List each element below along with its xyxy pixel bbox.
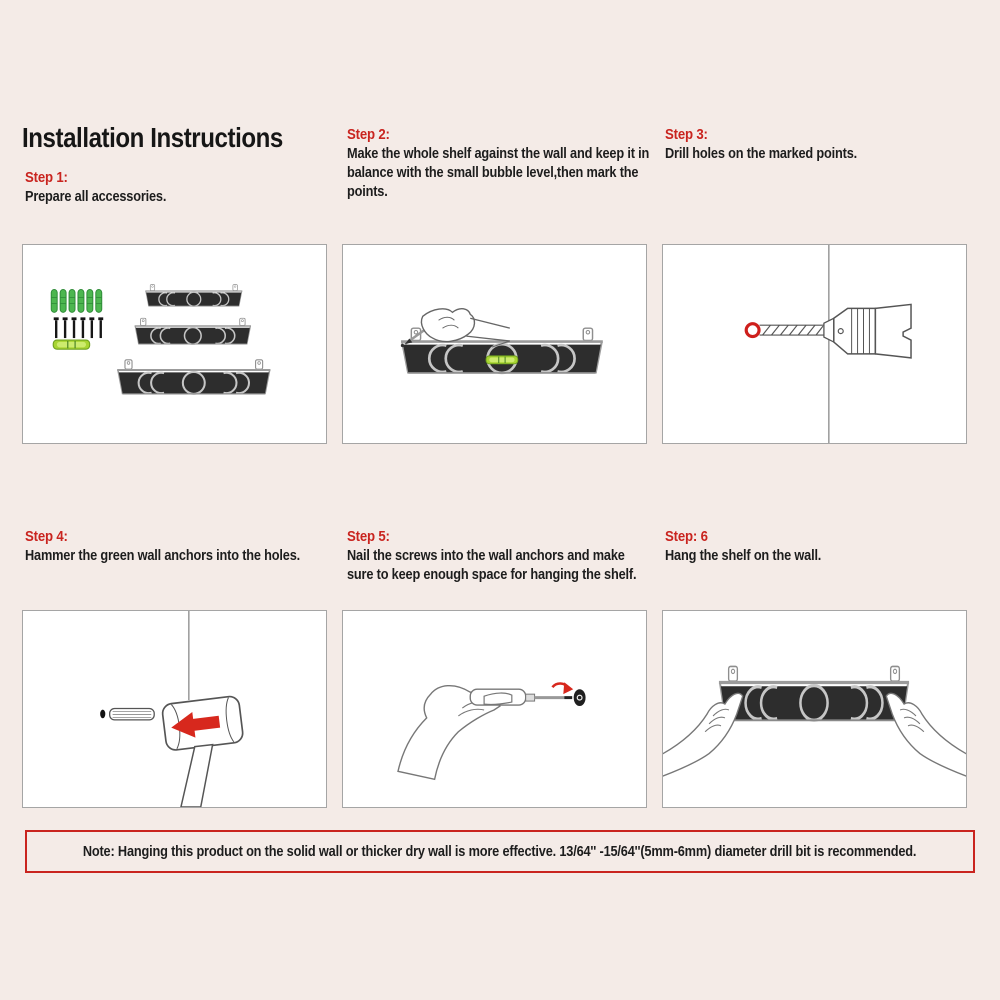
shelf-large-icon bbox=[117, 360, 270, 394]
step-3-label: Step 3: bbox=[665, 126, 708, 143]
step-2-description: Make the whole shelf against the wall and keep it in balance with the small bubble level,then mark the points. bbox=[347, 146, 650, 200]
note-text: Note: Hanging this product on the solid wall or thicker dry wall is more effective. 13/64'' -15/64''(5mm-6mm) diameter drill bit is recommended. bbox=[83, 843, 917, 860]
page-title: Installation Instructions bbox=[22, 122, 283, 153]
step-4-text bbox=[25, 527, 374, 566]
step-6-description: Hang the shelf on the wall. bbox=[665, 548, 822, 564]
step-5-label: Step 5: bbox=[347, 528, 390, 545]
wall-anchor-icon bbox=[110, 709, 155, 720]
right-hand-icon bbox=[886, 693, 966, 777]
step-2-label: Step 2: bbox=[347, 126, 390, 143]
step-1-text bbox=[25, 168, 374, 207]
shelf-icon bbox=[719, 666, 909, 720]
rotate-arrow-icon bbox=[552, 682, 573, 694]
step-1-description: Prepare all accessories. bbox=[25, 189, 167, 205]
step-2-panel bbox=[342, 244, 647, 444]
accessories-illustration bbox=[23, 245, 326, 443]
step-5-description: Nail the screws into the wall anchors and make sure to keep enough space for hanging the shelf. bbox=[347, 548, 637, 583]
screwdriver-illustration bbox=[343, 611, 646, 807]
step-6-panel bbox=[662, 610, 967, 808]
step-3-description: Drill holes on the marked points. bbox=[665, 146, 858, 162]
shelf-medium-icon bbox=[135, 318, 251, 344]
bubble-level-icon bbox=[53, 340, 89, 349]
step-4-panel bbox=[22, 610, 327, 808]
drill-icon bbox=[760, 304, 911, 357]
hammer-illustration bbox=[23, 611, 326, 807]
step-1-panel bbox=[22, 244, 327, 444]
bubble-level-icon bbox=[486, 356, 518, 364]
step-1-label: Step 1: bbox=[25, 169, 68, 186]
step-6-text bbox=[665, 527, 1000, 566]
marked-point-icon bbox=[746, 324, 759, 337]
step-4-label: Step 4: bbox=[25, 528, 68, 545]
step-6-label: Step: 6 bbox=[665, 528, 708, 545]
hang-shelf-illustration bbox=[663, 611, 966, 807]
screws-icon bbox=[54, 319, 104, 338]
note-box bbox=[25, 830, 975, 873]
hammer-icon bbox=[161, 695, 243, 807]
step-4-description: Hammer the green wall anchors into the holes. bbox=[25, 548, 300, 564]
mark-points-illustration bbox=[343, 245, 646, 443]
step-2-text bbox=[347, 125, 696, 202]
step-5-text bbox=[347, 527, 696, 585]
hole-icon bbox=[100, 710, 105, 719]
index-finger bbox=[484, 693, 512, 704]
drill-illustration bbox=[663, 245, 966, 443]
step-5-panel bbox=[342, 610, 647, 808]
shelf-small-icon bbox=[145, 285, 242, 307]
step-3-panel bbox=[662, 244, 967, 444]
left-hand-icon bbox=[663, 693, 743, 777]
wall-anchors-icon bbox=[51, 290, 101, 313]
step-3-text bbox=[665, 125, 1000, 164]
